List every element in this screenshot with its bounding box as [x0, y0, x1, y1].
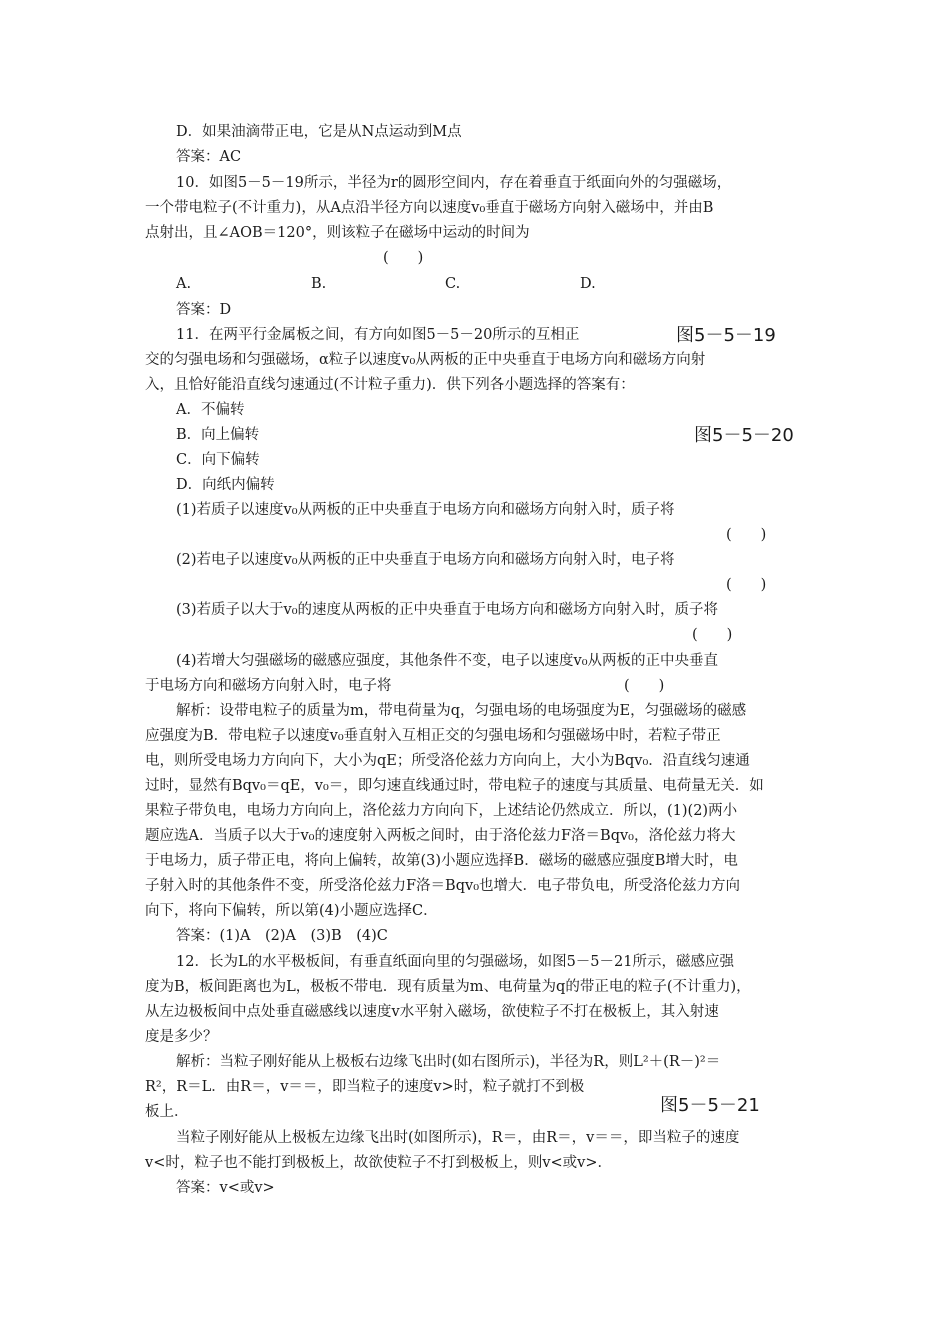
option-c: C．向下偏转	[176, 452, 260, 468]
question-12-line-2: 度为B，板间距离也为L，极板不带电．现有质量为m、电荷量为q的带正电的粒子(不计重力)，	[145, 979, 751, 995]
solution-11-line-3: 电，则所受电场力方向向下，大小为qE；所受洛伦兹力方向向上，大小为Bqv₀．沿直线匀速通	[145, 753, 750, 769]
subquestion-2: (2)若电子以速度v₀从两板的正中央垂直于电场方向和磁场方向射入时，电子将	[176, 552, 675, 568]
figure-label: 图5－5－19	[676, 325, 776, 346]
solution-11-line-1: 解析：设带电粒子的质量为m，带电荷量为q，匀强电场的电场强度为E，匀强磁场的磁感	[176, 703, 747, 719]
choice-c: C.	[445, 276, 461, 292]
solution-12-line-3: 板上．	[145, 1104, 189, 1120]
solution-12-line-5: v<时，粒子也不能打到极板上，故欲使粒子不打到极板上，则v<或v>．	[145, 1155, 613, 1171]
option-b: B．向上偏转	[176, 427, 260, 443]
choice-b: B.	[311, 276, 327, 292]
figure-label: 图5－5－21	[660, 1095, 760, 1116]
answer-blank: ( )	[624, 678, 665, 694]
question-12-line-1: 12．长为L的水平极板间，有垂直纸面向里的匀强磁场，如图5－5－21所示，磁感应强	[176, 954, 734, 970]
solution-11-line-9: 向下，将向下偏转，所以第(4)小题应选择C．	[145, 903, 438, 919]
answer-blank: ( )	[726, 577, 767, 593]
solution-11-line-6: 题应选A．当质子以大于v₀的速度射入两板之间时，由于洛伦兹力F洛＝Bqv₀，洛伦兹力将大	[145, 828, 736, 844]
subquestion-4-line-1: (4)若增大匀强磁场的磁感应强度，其他条件不变，电子以速度v₀从两板的正中央垂直	[176, 653, 719, 669]
solution-12-line-2: R²，R＝L．由R＝，v＝＝，即当粒子的速度v>时，粒子就打不到极	[145, 1079, 585, 1095]
answer-line: 答案：AC	[176, 149, 242, 165]
solution-12-line-4: 当粒子刚好能从上极板左边缘飞出时(如图所示)，R＝，由R＝，v＝＝，即当粒子的速度	[176, 1130, 740, 1146]
question-11-line-1: 11．在两平行金属板之间，有方向如图5－5－20所示的互相正	[176, 327, 580, 343]
solution-11-line-4: 过时，显然有Bqv₀＝qE，v₀＝，即匀速直线通过时，带电粒子的速度与其质量、电荷量无关．如	[145, 778, 764, 794]
solution-11-line-2: 应强度为B．带电粒子以速度v₀垂直射入互相正交的匀强电场和匀强磁场中时，若粒子带正	[145, 728, 721, 744]
answer-blank: ( )	[692, 627, 733, 643]
choice-a: A.	[176, 276, 192, 292]
choice-d: D.	[580, 276, 596, 292]
solution-12-line-1: 解析：当粒子刚好能从上极板右边缘飞出时(如右图所示)，半径为R，则L²＋(R－)²＝	[176, 1054, 721, 1070]
subquestion-3: (3)若质子以大于v₀的速度从两板的正中央垂直于电场方向和磁场方向射入时，质子将	[176, 602, 719, 618]
answer-blank: ( )	[383, 250, 424, 266]
question-11-line-3: 入，且恰好能沿直线匀速通过(不计粒子重力)．供下列各小题选择的答案有：	[145, 377, 635, 393]
answer-line: 答案：(1)A (2)A (3)B (4)C	[176, 928, 388, 944]
question-10-line-2: 一个带电粒子(不计重力)，从A点沿半径方向以速度v₀垂直于磁场方向射入磁场中，并由B	[145, 200, 714, 216]
answer-line: 答案：D	[176, 302, 232, 318]
figure-label: 图5－5－20	[694, 425, 794, 446]
question-11-line-2: 交的匀强电场和匀强磁场，α粒子以速度v₀从两板的正中央垂直于电场方向和磁场方向射	[145, 352, 706, 368]
option-a: A．不偏转	[176, 402, 245, 418]
answer-blank: ( )	[726, 527, 767, 543]
question-12-line-3: 从左边极板间中点处垂直磁感线以速度v水平射入磁场，欲使粒子不打在极板上，其入射速	[145, 1004, 719, 1020]
question-12-line-4: 度是多少？	[145, 1029, 218, 1045]
option-d-line: D．如果油滴带正电，它是从N点运动到M点	[176, 124, 462, 140]
option-d: D．向纸内偏转	[176, 477, 275, 493]
question-10-line-3: 点射出，且∠AOB＝120°，则该粒子在磁场中运动的时间为	[145, 225, 530, 241]
subquestion-4-line-2: 于电场方向和磁场方向射入时，电子将	[145, 678, 392, 694]
answer-line: 答案：v<或v>	[176, 1180, 275, 1196]
solution-11-line-7: 于电场力，质子带正电，将向上偏转，故第(3)小题应选择B．磁场的磁感应强度B增大时，电	[145, 853, 738, 869]
solution-11-line-5: 果粒子带负电，电场力方向向上，洛伦兹力方向向下，上述结论仍然成立．所以，(1)(2)两小	[145, 803, 738, 819]
solution-11-line-8: 子射入时的其他条件不变，所受洛伦兹力F洛＝Bqv₀也增大．电子带负电，所受洛伦兹力方向	[145, 878, 740, 894]
question-10-line-1: 10．如图5－5－19所示，半径为r的圆形空间内，存在着垂直于纸面向外的匀强磁场，	[176, 175, 732, 191]
subquestion-1: (1)若质子以速度v₀从两板的正中央垂直于电场方向和磁场方向射入时，质子将	[176, 502, 675, 518]
